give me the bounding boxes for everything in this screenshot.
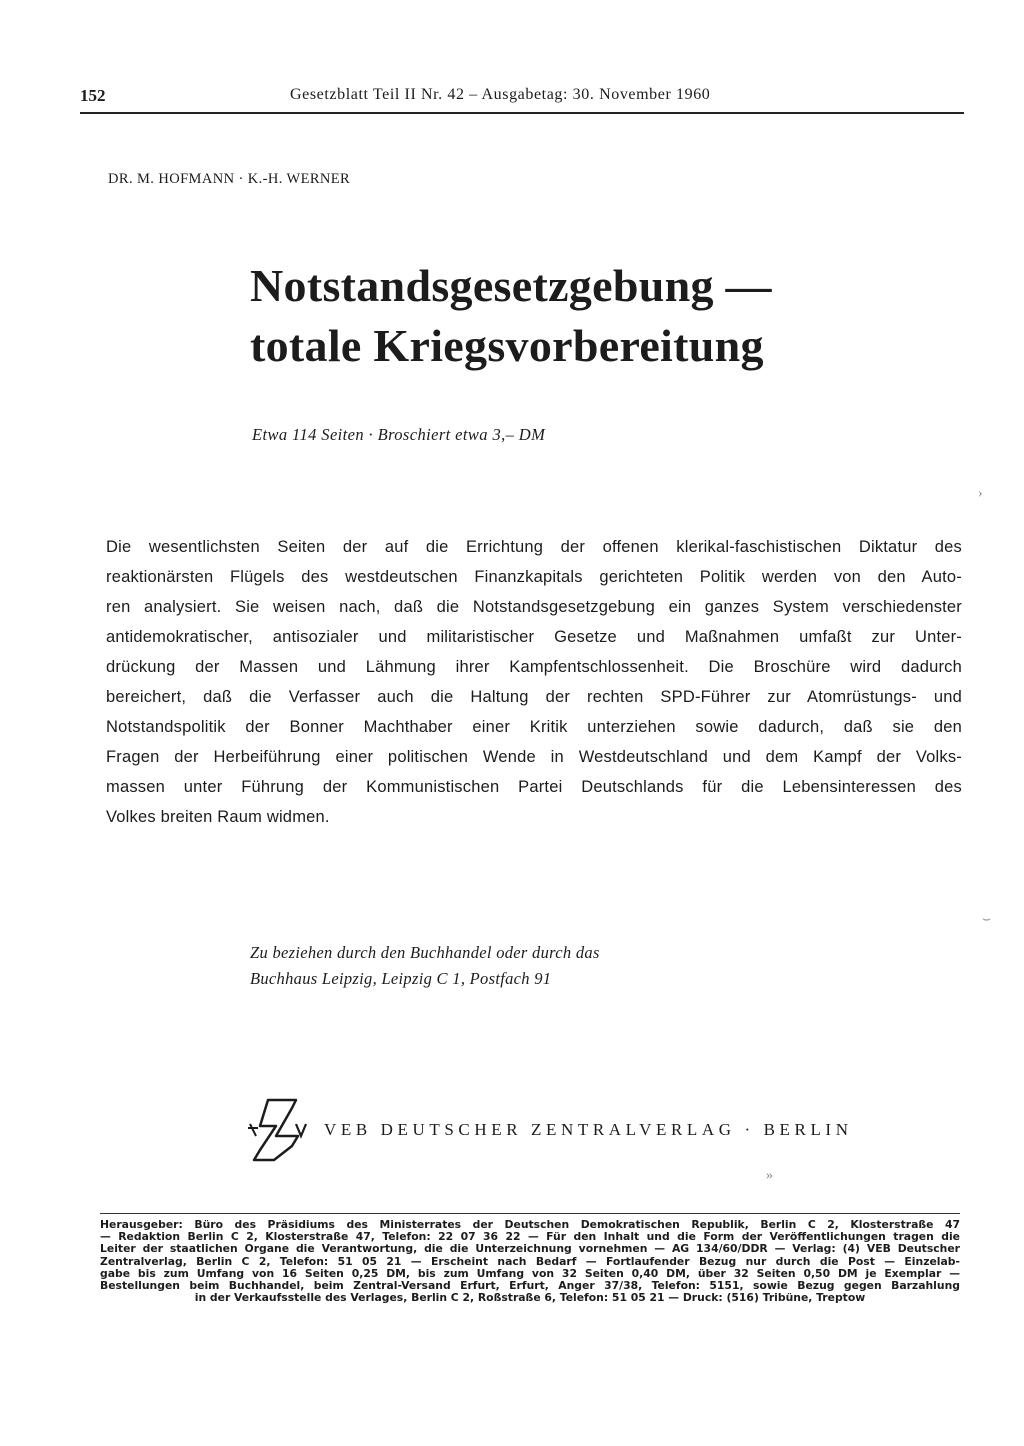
publisher-name: VEB DEUTSCHER ZENTRALVERLAG · BERLIN bbox=[324, 1120, 853, 1139]
page-number: 152 bbox=[80, 86, 106, 105]
book-price: Etwa 114 Seiten · Broschiert etwa 3,– DM bbox=[252, 425, 546, 444]
description-line: Notstandspolitik der Bonner Machthaber einer Kritik unterziehen sowie dadurch, daß sie den bbox=[106, 718, 962, 736]
margin-mark: ⌣ bbox=[982, 912, 992, 927]
description-line: Die wesentlichsten Seiten der auf die Errichtung der offenen klerikal-faschistischen Diktatur des bbox=[106, 538, 962, 556]
imprint-line: — Redaktion Berlin C 2, Klosterstraße 47, Telefon: 22 07 36 22 — Für den Inhalt und die Form der Veröffentlichungen tragen die bbox=[100, 1230, 960, 1244]
book-description bbox=[106, 532, 962, 832]
imprint-line: Leiter der staatlichen Organe die Verantwortung, die die Unterzeichnung vornehmen — AG 134/60/DDR — Verlag: (4) VEB Deutscher bbox=[100, 1242, 960, 1256]
imprint-line: Bestellungen beim Buchhandel, beim Zentral-Versand Erfurt, Erfurt, Anger 37/38, Telefon: 5151, sowie Bezug gegen Barzahlung bbox=[100, 1279, 960, 1293]
description-line: reaktionärsten Flügels des westdeutschen Finanzkapitals gerichteten Politik werden von den Auto- bbox=[106, 568, 962, 586]
description-line: ren analysiert. Sie weisen nach, daß die Notstandsgesetzgebung ein ganzes System verschiedenster bbox=[106, 598, 962, 616]
imprint-line: in der Verkaufsstelle des Verlages, Berlin C 2, Roßstraße 6, Telefon: 51 05 21 — Druck: (516) Tribüne, Treptow bbox=[194, 1291, 866, 1305]
imprint-line: Zentralverlag, Berlin C 2, Telefon: 51 05 21 — Erscheint nach Bedarf — Fortlaufender Bezug nur durch die Post — Einzelab- bbox=[100, 1254, 960, 1268]
book-title-line: Notstandsgesetzgebung — bbox=[250, 260, 772, 311]
description-line: drückung der Massen und Lähmung ihrer Kampfentschlossenheit. Die Broschüre wird dadurch bbox=[106, 658, 962, 676]
book-title bbox=[250, 256, 772, 376]
book-title-line: totale Kriegsvorbereitung bbox=[250, 320, 764, 371]
margin-mark: › bbox=[978, 486, 983, 501]
order-info bbox=[250, 940, 600, 992]
description-line: massen unter Führung der Kommunistischen Partei Deutschlands für die Lebensinteressen des bbox=[106, 778, 962, 796]
description-line: Fragen der Herbeiführung einer politischen Wende in Westdeutschland und dem Kampf der Volks- bbox=[106, 748, 962, 766]
order-line: Buchhaus Leipzig, Leipzig C 1, Postfach 91 bbox=[250, 969, 552, 988]
description-line: Volkes breiten Raum widmen. bbox=[106, 808, 330, 826]
zv-logo-icon bbox=[246, 1096, 308, 1164]
running-head: Gesetzblatt Teil II Nr. 42 – Ausgabetag: 30. November 1960 bbox=[290, 86, 711, 103]
imprint bbox=[100, 1219, 960, 1304]
imprint-rule bbox=[100, 1213, 960, 1214]
imprint-line: Herausgeber: Büro des Präsidiums des Ministerrates der Deutschen Demokratischen Republik, Berlin C 2, Klosterstraße 47 bbox=[100, 1218, 960, 1231]
page-header bbox=[80, 86, 964, 110]
margin-mark: » bbox=[766, 1168, 773, 1183]
imprint-line: gabe bis zum Umfang von 16 Seiten 0,25 DM, bis zum Umfang von 32 Seiten 0,40 DM, über 32 Seiten 0,50 DM je Exemplar — bbox=[100, 1266, 960, 1280]
publisher-block bbox=[246, 1096, 962, 1166]
description-line: antidemokratischer, antisozialer und militaristischer Gesetze und Maßnahmen umfaßt zur Unter- bbox=[106, 628, 962, 646]
book-authors: DR. M. HOFMANN · K.-H. WERNER bbox=[108, 171, 351, 187]
header-rule bbox=[80, 112, 964, 114]
description-line: bereichert, daß die Verfasser auch die Haltung der rechten SPD-Führer zur Atomrüstungs- und bbox=[106, 688, 962, 706]
order-line: Zu beziehen durch den Buchhandel oder durch das bbox=[250, 943, 600, 962]
